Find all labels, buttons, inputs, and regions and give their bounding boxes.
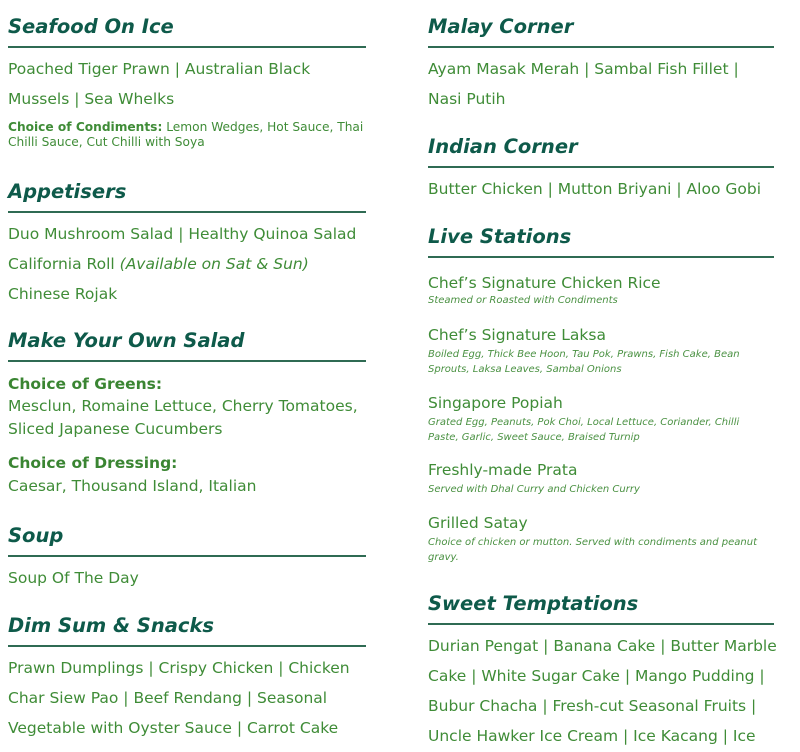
live-station-desc: Choice of chicken or mutton. Served with condiments and peanut xyxy=(428,537,758,548)
live-station-title: Chef’s Signature Chicken Rice xyxy=(428,274,661,292)
live-station-title: Chef’s Signature Laksa xyxy=(428,326,606,344)
greens-label: Choice of Greens: xyxy=(8,375,163,393)
live-station-desc: gravy. xyxy=(428,552,459,563)
dressing-label: Choice of Dressing: xyxy=(8,454,178,472)
menu-line: Uncle Hawker Ice Cream | Ice Kacang | Ice xyxy=(428,727,756,745)
section-rule xyxy=(8,555,366,557)
live-station-title: Singapore Popiah xyxy=(428,394,563,412)
menu-line: Nasi Putih xyxy=(428,90,506,108)
section-heading-indian: Indian Corner xyxy=(428,135,578,158)
menu-line: Mesclun, Romaine Lettuce, Cherry Tomatoes, xyxy=(8,397,358,415)
live-station-desc: Served with Dhal Curry and Chicken Curry xyxy=(428,484,640,495)
menu-line: Poached Tiger Prawn | Australian Black xyxy=(8,60,311,78)
section-heading-soup: Soup xyxy=(8,524,64,547)
section-rule xyxy=(8,211,366,213)
availability-note: (Available on Sat & Sun) xyxy=(119,255,309,273)
menu-line: Mussels | Sea Whelks xyxy=(8,90,175,108)
menu-line: Caesar, Thousand Island, Italian xyxy=(8,477,257,495)
menu-line: Cake | White Sugar Cake | Mango Pudding | xyxy=(428,667,765,685)
section-rule xyxy=(8,360,366,362)
menu-line: Vegetable with Oyster Sauce | Carrot Cake xyxy=(8,719,339,737)
live-station-desc: Grated Egg, Peanuts, Pok Choi, Local Lettuce, Coriander, Chilli xyxy=(428,417,740,428)
condiments-text xyxy=(8,120,363,135)
section-rule xyxy=(428,46,774,48)
live-station-desc: Sprouts, Laksa Leaves, Sambal Onions xyxy=(428,364,622,375)
section-heading-appetisers: Appetisers xyxy=(8,180,127,203)
live-station-desc: Steamed or Roasted with Condiments xyxy=(428,295,618,306)
section-heading-seafood: Seafood On Ice xyxy=(8,15,174,38)
section-rule xyxy=(8,46,366,48)
section-heading-sweet: Sweet Temptations xyxy=(428,592,639,615)
menu-line: Soup Of The Day xyxy=(8,569,139,587)
section-heading-salad: Make Your Own Salad xyxy=(8,329,245,352)
menu-line: Duo Mushroom Salad | Healthy Quinoa Salad xyxy=(8,225,357,243)
section-rule xyxy=(428,256,774,258)
section-heading-live: Live Stations xyxy=(428,225,572,248)
menu-line: Chinese Rojak xyxy=(8,285,118,303)
menu-line: Durian Pengat | Banana Cake | Butter Marble xyxy=(428,637,777,655)
menu-line: Sliced Japanese Cucumbers xyxy=(8,420,223,438)
live-station-desc: Boiled Egg, Thick Bee Hoon, Tau Pok, Prawns, Fish Cake, Bean xyxy=(428,349,740,360)
section-rule xyxy=(8,645,366,647)
section-rule xyxy=(428,623,774,625)
menu-item: California Roll xyxy=(8,255,120,273)
section-heading-malay: Malay Corner xyxy=(428,15,574,38)
condiments-label: Choice of Condiments: xyxy=(8,120,163,134)
live-station-title: Freshly-made Prata xyxy=(428,461,578,479)
live-station-title: Grilled Satay xyxy=(428,514,528,532)
section-rule xyxy=(428,166,774,168)
condiments-line2: Chilli Sauce, Cut Chilli with Soya xyxy=(8,135,205,149)
menu-line: Butter Chicken | Mutton Briyani | Aloo Gobi xyxy=(428,180,762,198)
menu-line: Prawn Dumplings | Crispy Chicken | Chicken xyxy=(8,659,350,677)
section-heading-dimsum: Dim Sum & Snacks xyxy=(8,614,215,637)
menu-line: Bubur Chacha | Fresh-cut Seasonal Fruits | xyxy=(428,697,757,715)
menu-line xyxy=(8,253,309,275)
menu-line: Char Siew Pao | Beef Rendang | Seasonal xyxy=(8,689,328,707)
condiments-line1: Lemon Wedges, Hot Sauce, Thai xyxy=(162,120,364,134)
live-station-desc: Paste, Garlic, Sweet Sauce, Braised Turnip xyxy=(428,432,640,443)
menu-line: Ayam Masak Merah | Sambal Fish Fillet | xyxy=(428,60,739,78)
